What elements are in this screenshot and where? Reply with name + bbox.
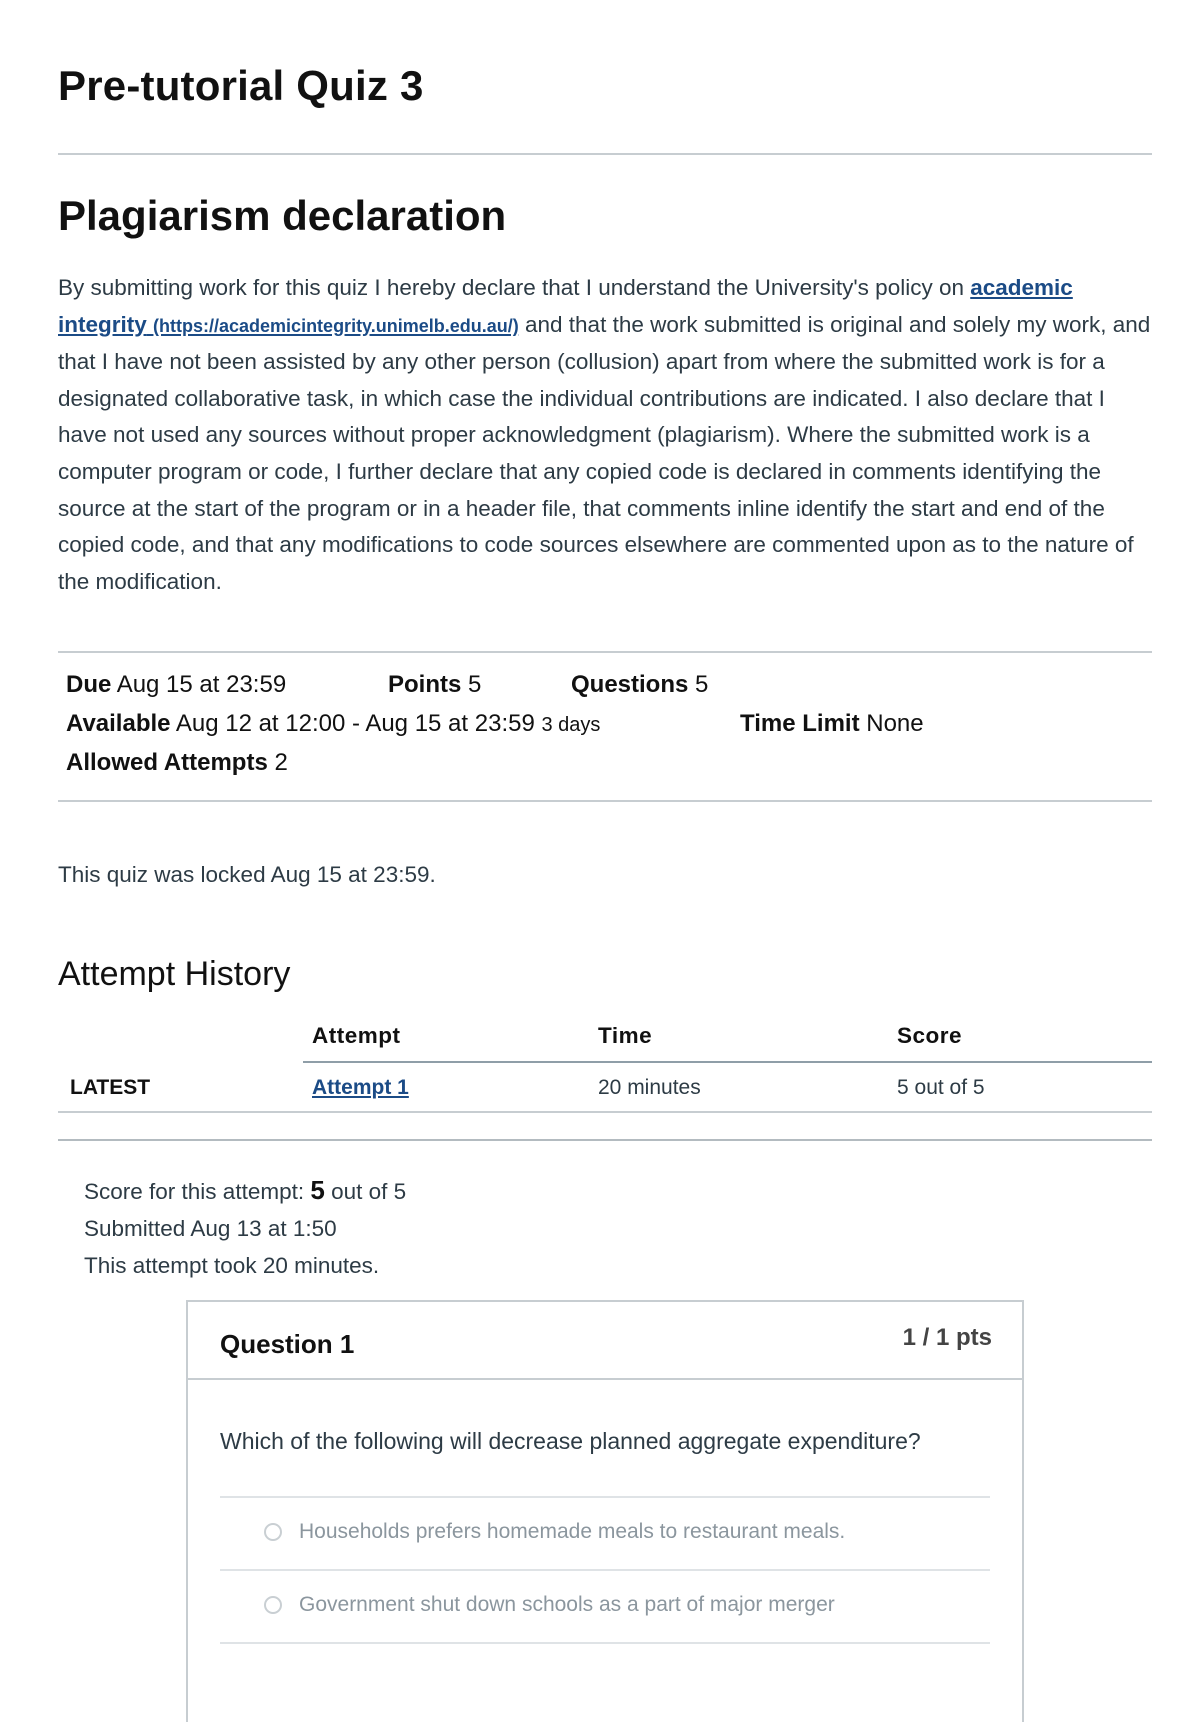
availability — [66, 710, 600, 738]
radio-button-icon[interactable] — [264, 1523, 282, 1541]
available-label: Available — [66, 710, 171, 737]
quiz-title: Pre-tutorial Quiz 3 — [58, 62, 424, 109]
attempt-1-link[interactable]: Attempt 1 — [312, 1076, 409, 1099]
score-prefix: Score for this attempt: — [84, 1179, 311, 1204]
declaration-heading: Plagiarism declaration — [58, 192, 507, 239]
time-limit — [740, 710, 924, 738]
answer-text: Households prefers homemade meals to restaurant meals. — [299, 1520, 846, 1543]
points — [388, 671, 481, 699]
declaration-text — [58, 270, 1152, 600]
answer-list — [220, 1496, 990, 1654]
submitted-time: Submitted Aug 13 at 1:50 — [84, 1216, 337, 1241]
row-label-latest: LATEST — [70, 1076, 151, 1099]
declaration-text-end: and that the work submitted is original and solely my work, and that I have not been assisted by any other person (collusion) apart from where the submitted work is for a designated collaborative task, in which case the individual contributions are indicated. I also declare that I have not used any sources without proper acknowledgment (plagiarism). Where the submitted work is a computer program or code, I further declare that any copied code is declared in comments identifying the source at the start of the program or in a header file, that comments inline identify the start and end of the copied code, and that any modifications to code sources elsewhere are commented upon as to the nature of the modification. — [58, 311, 1151, 594]
academic-integrity-link-url: (https://academicintegrity.unimelb.edu.au/) — [153, 315, 519, 336]
answer-option[interactable] — [220, 1496, 990, 1569]
question-label: Question 1 — [220, 1329, 355, 1359]
radio-button-icon[interactable] — [264, 1596, 282, 1614]
section-divider — [58, 1139, 1152, 1141]
answer-option[interactable] — [220, 1569, 990, 1642]
attempt-summary — [84, 1172, 406, 1284]
answer-text: Government shut down schools as a part of major merger — [299, 1593, 835, 1616]
score-value: 5 — [310, 1175, 325, 1205]
questions-label: Questions — [571, 671, 689, 698]
declaration-text-start: By submitting work for this quiz I hereby declare that I understand the University's policy on — [58, 275, 971, 300]
available-value: Aug 12 at 12:00 - Aug 15 at 23:59 — [175, 710, 535, 737]
score-suffix: out of 5 — [324, 1179, 407, 1204]
locked-message: This quiz was locked Aug 15 at 23:59. — [58, 862, 436, 887]
column-header-score: Score — [897, 1023, 963, 1048]
allowed-attempts-label: Allowed Attempts — [66, 749, 268, 776]
attempt-score: 5 out of 5 — [897, 1076, 985, 1099]
attempt-duration: This attempt took 20 minutes. — [84, 1253, 380, 1278]
allowed-attempts-value: 2 — [274, 749, 288, 776]
column-header-attempt: Attempt — [312, 1023, 401, 1048]
title-divider — [58, 153, 1152, 155]
points-value: 5 — [468, 671, 482, 698]
attempt-score-line — [84, 1172, 406, 1210]
questions-value: 5 — [695, 671, 709, 698]
header-divider — [303, 1061, 1152, 1063]
answer-divider — [220, 1642, 990, 1654]
allowed-attempts — [66, 749, 288, 777]
due-value: Aug 15 at 23:59 — [116, 671, 287, 698]
available-duration: 3 days — [541, 714, 601, 736]
due-date — [66, 671, 286, 699]
attempt-time: 20 minutes — [598, 1076, 701, 1099]
time-limit-value: None — [866, 710, 924, 737]
column-header-time: Time — [598, 1023, 653, 1048]
due-label: Due — [66, 671, 112, 698]
points-label: Points — [388, 671, 462, 698]
row-divider — [58, 1111, 1152, 1113]
question-points: 1 / 1 pts — [902, 1324, 992, 1351]
quiz-details — [58, 651, 1152, 802]
attempt-history-title: Attempt History — [58, 955, 291, 993]
question-text: Which of the following will decrease planned aggregate expenditure? — [220, 1428, 921, 1454]
question-card — [186, 1300, 1024, 1722]
questions-count — [571, 671, 708, 699]
academic-integrity-link-label: academic integrity — [58, 275, 1073, 337]
question-header — [188, 1302, 1022, 1380]
time-limit-label: Time Limit — [740, 710, 860, 737]
